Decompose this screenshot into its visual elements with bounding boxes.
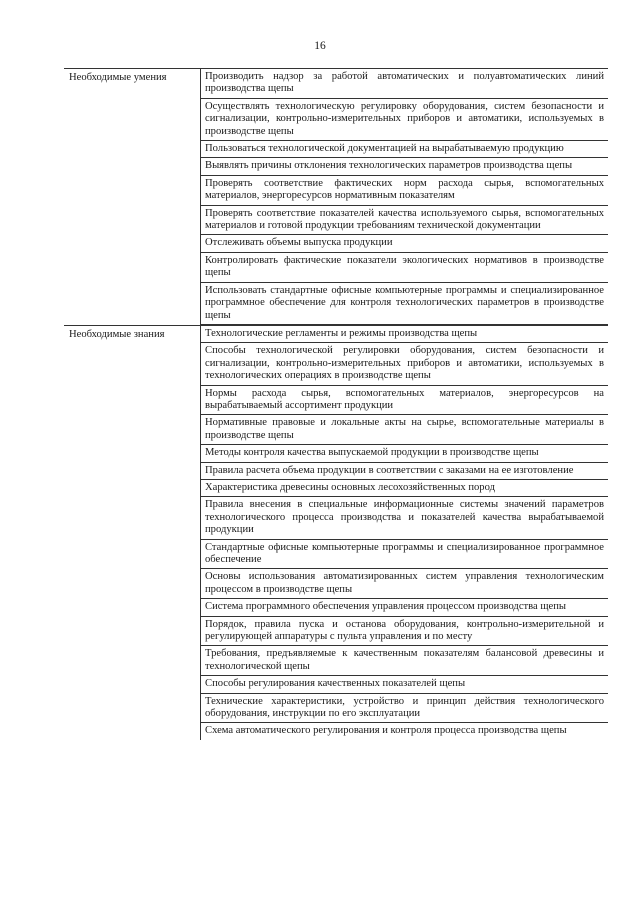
requirement-item: Нормы расхода сырья, вспомогательных материалов, энергоресурсов на вырабатываемый ассортимент продукции [200,386,608,416]
requirement-item: Выявлять причины отклонения технологических параметров производства щепы [200,158,608,175]
requirement-item: Осуществлять технологическую регулировку оборудования, систем безопасности и сигнализации, контрольно-измерительных приборов и автоматики, используемых в производстве щепы [200,99,608,141]
requirement-item: Технологические регламенты и режимы производства щепы [200,326,608,343]
requirement-item: Производить надзор за работой автоматических и полуавтоматических линий производства щепы [200,69,608,99]
requirement-item: Порядок, правила пуска и останова оборудования, контрольно-измерительной и регулирующей аппаратуры с пульта управления и по месту [200,617,608,647]
requirement-item: Способы регулирования качественных показателей щепы [200,676,608,693]
requirement-item: Нормативные правовые и локальные акты на сырье, вспомогательные материалы в производстве щепы [200,415,608,445]
requirement-item: Характеристика древесины основных лесохозяйственных пород [200,480,608,497]
section-row [64,69,608,326]
section-label: Необходимые умения [64,69,201,326]
requirement-item: Требования, предъявляемые к качественным показателям балансовой древесины и технологической щепы [200,646,608,676]
section-row [64,325,608,739]
requirement-item: Правила расчета объема продукции в соответствии с заказами на ее изготовление [200,463,608,480]
requirement-item: Отслеживать объемы выпуска продукции [200,235,608,252]
requirement-item: Использовать стандартные офисные компьютерные программы и специализированное программное обеспечение для контроля технологических параметров в производстве щепы [200,283,608,325]
requirement-item: Система программного обеспечения управления процессом производства щепы [200,599,608,616]
requirement-item: Проверять соответствие показателей качества используемого сырья, вспомогательных материалов и готовой продукции требованиям технической документации [200,206,608,236]
requirement-item: Методы контроля качества выпускаемой продукции в производстве щепы [200,445,608,462]
page-number: 16 [314,40,326,52]
requirement-item: Схема автоматического регулирования и контроля процесса производства щепы [200,723,608,739]
requirement-item: Основы использования автоматизированных систем управления технологическим процессом в производстве щепы [200,569,608,599]
section-items [201,69,609,326]
requirement-item: Стандартные офисные компьютерные программы и специализированное программное обеспечение [200,540,608,570]
requirement-item: Правила внесения в специальные информационные системы значений параметров технологического процесса производства и показателей качества вырабатываемой продукции [200,497,608,539]
requirement-item: Способы технологической регулировки оборудования, систем безопасности и сигнализации, контрольно-измерительных приборов и автоматики, используемых в технологических операциях в производстве щепы [200,343,608,385]
requirement-item: Проверять соответствие фактических норм расхода сырья, вспомогательных материалов, энергоресурсов нормативным показателям [200,176,608,206]
requirement-item: Пользоваться технологической документацией на вырабатываемую продукцию [200,141,608,158]
requirement-item: Технические характеристики, устройство и принцип действия технологического оборудования, инструкции по его эксплуатации [200,694,608,724]
section-label: Необходимые знания [64,325,201,739]
requirement-item: Контролировать фактические показатели экологических нормативов в производстве щепы [200,253,608,283]
competency-table [64,68,608,740]
section-items [201,325,609,739]
